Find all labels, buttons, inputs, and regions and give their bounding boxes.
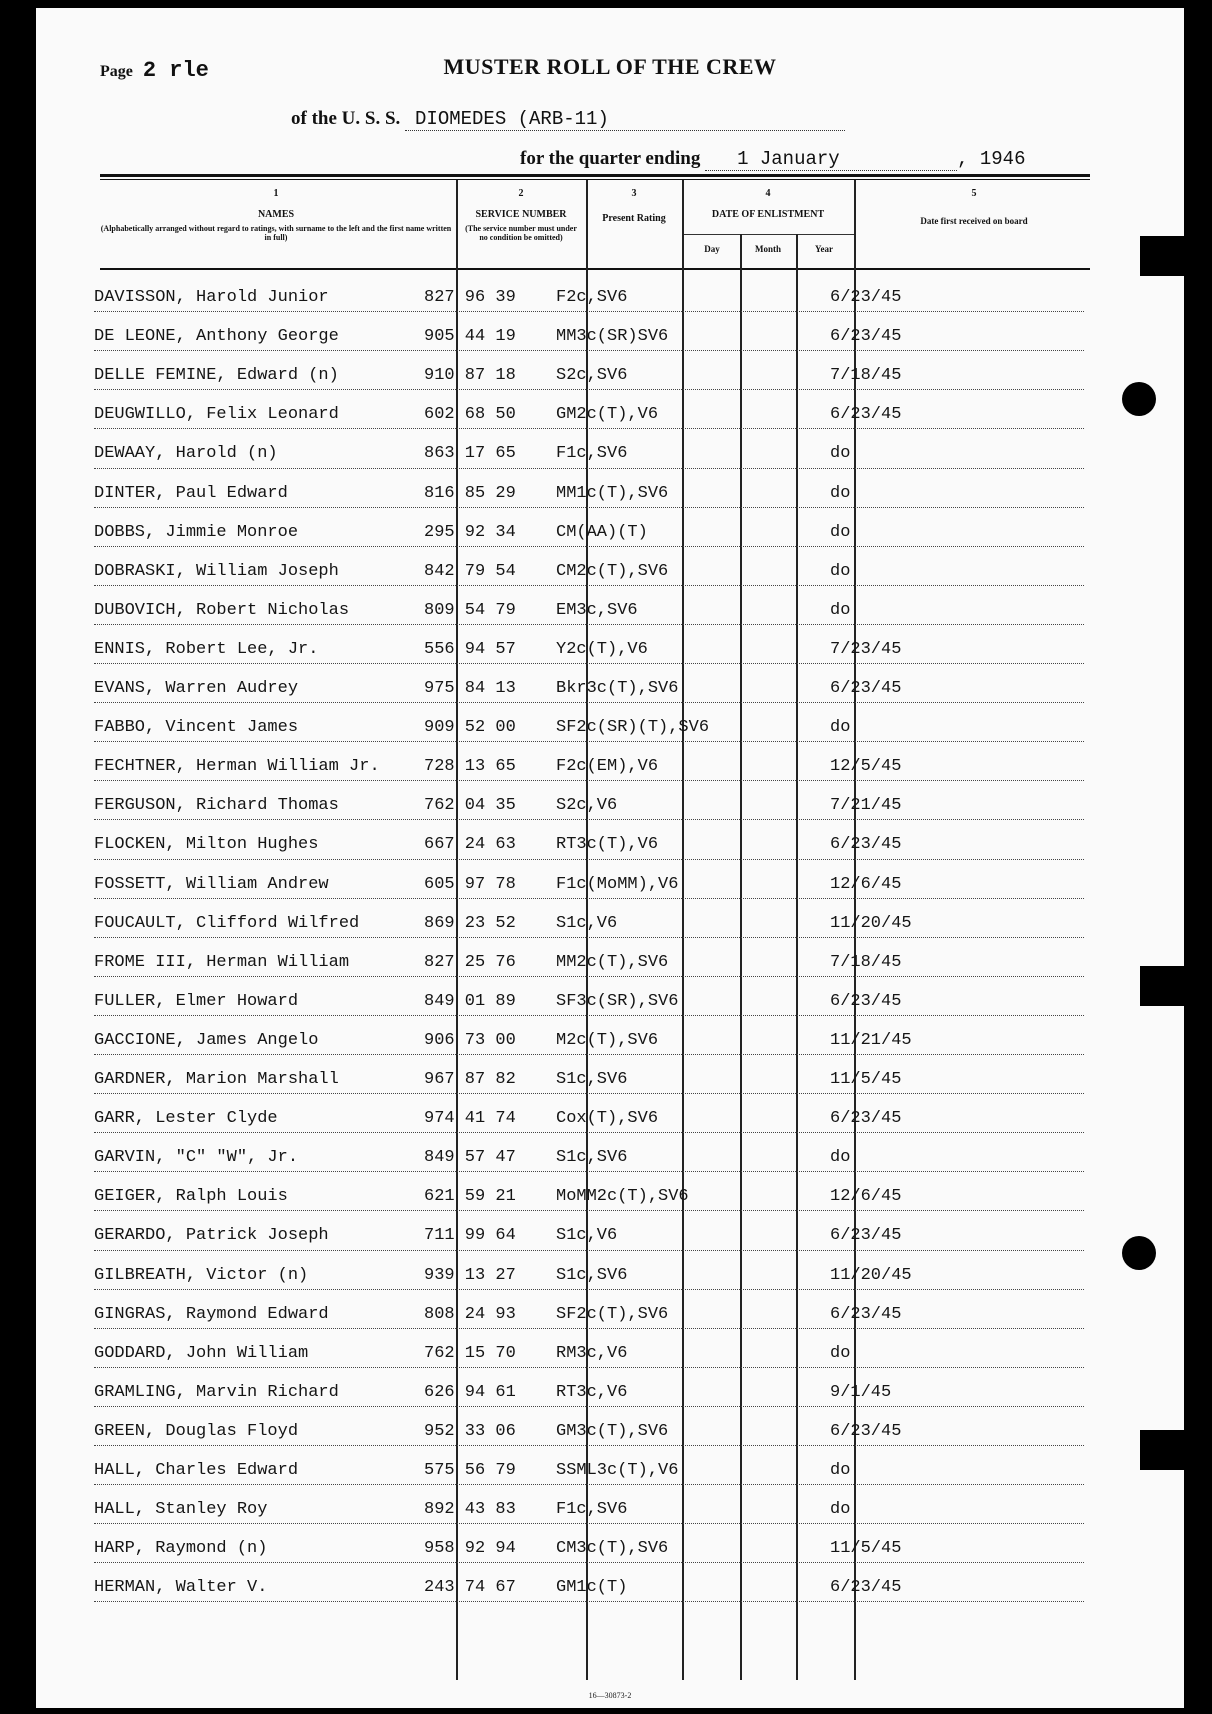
present-rating: RT3c(T),V6 [556, 835, 659, 855]
service-number: 905 44 19 [424, 327, 516, 347]
table-row [36, 784, 1184, 823]
present-rating: MM1c(T),SV6 [556, 483, 669, 503]
table-row [36, 1566, 1184, 1605]
table-row [36, 941, 1184, 980]
crew-name: DAVISSON, Harold Junior [94, 288, 329, 307]
table-row [36, 980, 1184, 1019]
service-number: 869 23 52 [424, 913, 516, 933]
service-number: 958 92 94 [424, 1539, 516, 1559]
present-rating: Bkr3c(T),SV6 [556, 679, 679, 698]
date-received: 11/5/45 [830, 1070, 902, 1089]
service-number: 939 13 27 [424, 1265, 516, 1285]
received-column-header: 5 Date first received on board [920, 188, 1028, 226]
crew-name: GODDARD, John William [94, 1343, 309, 1363]
crew-name: FERGUSON, Richard Thomas [94, 796, 339, 816]
row-rule [94, 311, 1084, 312]
present-rating: CM3c(T),SV6 [556, 1539, 669, 1559]
date-received: do [830, 1461, 851, 1480]
crew-name: HALL, Stanley Roy [94, 1500, 268, 1520]
crew-name: FROME III, Herman William [94, 952, 350, 972]
table-row [36, 1254, 1184, 1293]
present-rating: Y2c(T),V6 [556, 639, 648, 659]
crew-name: FOSSETT, William Andrew [94, 874, 329, 894]
quarter-date: 1 January [705, 148, 957, 171]
date-received: 6/23/45 [830, 1421, 902, 1441]
present-rating: S1c,V6 [556, 1226, 618, 1246]
date-received: 12/6/45 [830, 874, 902, 894]
present-rating: F1c,SV6 [556, 1500, 628, 1520]
service-number: 827 96 39 [424, 288, 516, 307]
row-rule [94, 741, 1084, 742]
table-row [36, 472, 1184, 511]
table-row [36, 315, 1184, 354]
row-rule [94, 1484, 1084, 1485]
date-received: do [830, 444, 851, 464]
date-received: 12/5/45 [830, 757, 902, 777]
row-rule [94, 1132, 1084, 1133]
present-rating: GM3c(T),SV6 [556, 1421, 669, 1441]
header-rule-bottom [100, 268, 1090, 270]
present-rating: S2c,SV6 [556, 366, 628, 386]
crew-name: GREEN, Douglas Floyd [94, 1421, 299, 1441]
table-row [36, 432, 1184, 471]
table-row [36, 1449, 1184, 1488]
row-rule [94, 507, 1084, 508]
date-received: 6/23/45 [830, 835, 902, 855]
crew-name: GARVIN, "C" "W", Jr. [94, 1148, 299, 1168]
page-label: Page [100, 63, 133, 80]
table-row [36, 1527, 1184, 1566]
service-number: 827 25 76 [424, 952, 516, 972]
row-rule [94, 702, 1084, 703]
date-received: 12/6/45 [830, 1187, 902, 1207]
row-rule [94, 976, 1084, 977]
row-rule [94, 663, 1084, 664]
table-row [36, 1332, 1184, 1371]
service-number: 728 13 65 [424, 757, 516, 777]
present-rating: SF2c(T),SV6 [556, 1304, 669, 1324]
crew-name: GILBREATH, Victor (n) [94, 1265, 309, 1285]
quarter-line [520, 148, 1026, 171]
date-received: 11/5/45 [830, 1539, 902, 1559]
row-rule [94, 1015, 1084, 1016]
row-rule [94, 1445, 1084, 1446]
row-rule [94, 859, 1084, 860]
row-rule [94, 624, 1084, 625]
table-row [36, 1293, 1184, 1332]
present-rating: MoMM2c(T),SV6 [556, 1187, 689, 1207]
service-number: 667 24 63 [424, 835, 516, 855]
table-row [36, 823, 1184, 862]
row-rule [94, 350, 1084, 351]
table-row [36, 1214, 1184, 1253]
crew-name: FOUCAULT, Clifford Wilfred [94, 913, 360, 933]
service-number: 762 04 35 [424, 796, 516, 816]
date-received: do [830, 718, 851, 738]
date-received: 7/21/45 [830, 796, 902, 816]
ship-line [291, 108, 845, 131]
date-received: 7/18/45 [830, 952, 902, 972]
service-number: 849 01 89 [424, 991, 516, 1011]
service-number: 910 87 18 [424, 366, 516, 386]
service-number: 906 73 00 [424, 1030, 516, 1050]
date-received: 6/23/45 [830, 288, 902, 307]
enlistment-day-header: Day [704, 244, 720, 254]
crew-name: HERMAN, Walter V. [94, 1578, 268, 1598]
table-row [36, 706, 1184, 745]
date-received: 6/23/45 [830, 1304, 902, 1324]
present-rating: SSML3c(T),V6 [556, 1461, 679, 1480]
names-column-header: 1 NAMES (Alphabetically arranged without regard to ratings, with surname to the left and the first name written in full) [100, 188, 452, 242]
present-rating: S1c,SV6 [556, 1070, 628, 1089]
service-number: 909 52 00 [424, 718, 516, 738]
date-received: 6/23/45 [830, 1578, 902, 1598]
form-number: 16—30873-2 [588, 1691, 632, 1700]
row-rule [94, 1250, 1084, 1251]
date-received: do [830, 561, 851, 581]
row-rule [94, 468, 1084, 469]
service-number: 602 68 50 [424, 405, 516, 425]
date-received: 11/20/45 [830, 913, 912, 933]
crew-name: DE LEONE, Anthony George [94, 327, 339, 347]
row-rule [94, 389, 1084, 390]
service-number: 816 85 29 [424, 483, 516, 503]
crew-name: FULLER, Elmer Howard [94, 991, 299, 1011]
row-rule [94, 1210, 1084, 1211]
crew-name: GRAMLING, Marvin Richard [94, 1382, 339, 1402]
ship-label: of the U. S. S. [291, 108, 401, 129]
crew-name: GARDNER, Marion Marshall [94, 1070, 339, 1089]
table-row [36, 393, 1184, 432]
crew-name: GERARDO, Patrick Joseph [94, 1226, 329, 1246]
date-received: 7/18/45 [830, 366, 902, 386]
date-received: do [830, 600, 851, 620]
rating-column-header: 3 Present Rating [602, 188, 666, 224]
row-rule [94, 819, 1084, 820]
table-row [36, 1058, 1184, 1097]
date-received: do [830, 1148, 851, 1168]
row-rule [94, 1289, 1084, 1290]
crew-name: GARR, Lester Clyde [94, 1109, 278, 1129]
crew-name: GEIGER, Ralph Louis [94, 1187, 288, 1207]
row-rule [94, 1406, 1084, 1407]
crew-name: DEWAAY, Harold (n) [94, 444, 278, 464]
crew-name: DUBOVICH, Robert Nicholas [94, 600, 350, 620]
present-rating: F1c(MoMM),V6 [556, 874, 679, 894]
present-rating: S1c,SV6 [556, 1148, 628, 1168]
table-row [36, 511, 1184, 550]
present-rating: CM(AA)(T) [556, 522, 648, 542]
crew-name: DOBRASKI, William Joseph [94, 561, 339, 581]
table-row [36, 276, 1184, 315]
date-received: 9/1/45 [830, 1382, 892, 1402]
row-rule [94, 937, 1084, 938]
service-number: 621 59 21 [424, 1187, 516, 1207]
service-number: 626 94 61 [424, 1382, 516, 1402]
present-rating: CM2c(T),SV6 [556, 561, 669, 581]
date-received: do [830, 483, 851, 503]
present-rating: MM3c(SR)SV6 [556, 327, 669, 347]
date-received: 6/23/45 [830, 327, 902, 347]
quarter-label: for the quarter ending [520, 148, 701, 169]
crew-name: EVANS, Warren Audrey [94, 679, 299, 698]
date-received: do [830, 1343, 851, 1363]
date-received: 11/20/45 [830, 1265, 912, 1285]
row-rule [94, 1562, 1084, 1563]
present-rating: S1c,V6 [556, 913, 618, 933]
crew-name: ENNIS, Robert Lee, Jr. [94, 639, 319, 659]
table-row [36, 354, 1184, 393]
crew-name: HARP, Raymond (n) [94, 1539, 268, 1559]
present-rating: S1c,SV6 [556, 1265, 628, 1285]
present-rating: RM3c,V6 [556, 1343, 628, 1363]
date-received: 6/23/45 [830, 1109, 902, 1129]
date-received: 6/23/45 [830, 405, 902, 425]
present-rating: RT3c,V6 [556, 1382, 628, 1402]
row-rule [94, 1171, 1084, 1172]
service-number: 967 87 82 [424, 1070, 516, 1089]
service-number: 575 56 79 [424, 1461, 516, 1480]
crew-name: DOBBS, Jimmie Monroe [94, 522, 299, 542]
table-row [36, 1371, 1184, 1410]
table-row [36, 628, 1184, 667]
binder-tab [1140, 236, 1212, 276]
header-rule-thin [100, 179, 1090, 180]
date-received: do [830, 1500, 851, 1520]
punch-hole [1122, 1236, 1156, 1270]
punch-hole [1122, 382, 1156, 416]
date-received: 6/23/45 [830, 1226, 902, 1246]
row-rule [94, 1054, 1084, 1055]
binder-tab [1140, 966, 1212, 1006]
crew-name: FECHTNER, Herman William Jr. [94, 757, 380, 777]
service-number-column-header: 2 SERVICE NUMBER (The service number must under no condition be omitted) [465, 188, 577, 242]
present-rating: GM2c(T),V6 [556, 405, 659, 425]
binder-tab [1140, 1430, 1212, 1470]
service-number: 863 17 65 [424, 444, 516, 464]
crew-name: FLOCKEN, Milton Hughes [94, 835, 319, 855]
service-number: 892 43 83 [424, 1500, 516, 1520]
row-rule [94, 546, 1084, 547]
service-number: 295 92 34 [424, 522, 516, 542]
row-rule [94, 428, 1084, 429]
row-rule [94, 1523, 1084, 1524]
quarter-year: , 1946 [957, 148, 1026, 170]
muster-roll-page [36, 8, 1184, 1708]
service-number: 808 24 93 [424, 1304, 516, 1324]
present-rating: SF2c(SR)(T),SV6 [556, 718, 710, 738]
crew-name: GINGRAS, Raymond Edward [94, 1304, 329, 1324]
service-number: 762 15 70 [424, 1343, 516, 1363]
present-rating: GM1c(T) [556, 1578, 628, 1598]
date-received: do [830, 522, 851, 542]
service-number: 243 74 67 [424, 1578, 516, 1598]
present-rating: F2c(EM),V6 [556, 757, 659, 777]
date-received: 7/23/45 [830, 639, 902, 659]
row-rule [94, 898, 1084, 899]
service-number: 842 79 54 [424, 561, 516, 581]
row-rule [94, 780, 1084, 781]
enlistment-month-header: Month [754, 244, 781, 254]
present-rating: SF3c(SR),SV6 [556, 991, 679, 1011]
table-row [36, 550, 1184, 589]
row-rule [94, 1093, 1084, 1094]
service-number: 974 41 74 [424, 1109, 516, 1129]
date-received: 11/21/45 [830, 1030, 912, 1050]
crew-name: GACCIONE, James Angelo [94, 1030, 319, 1050]
service-number: 975 84 13 [424, 679, 516, 698]
table-row [36, 667, 1184, 706]
service-number: 809 54 79 [424, 600, 516, 620]
page-number-value: 2 rle [142, 58, 209, 83]
present-rating: S2c,V6 [556, 796, 618, 816]
crew-name: HALL, Charles Edward [94, 1461, 299, 1480]
date-received: 6/23/45 [830, 679, 902, 698]
enlistment-year-header: Year [815, 244, 833, 254]
date-received: 6/23/45 [830, 991, 902, 1011]
row-rule [94, 1601, 1084, 1602]
table-row [36, 902, 1184, 941]
crew-name: DINTER, Paul Edward [94, 483, 288, 503]
service-number: 952 33 06 [424, 1421, 516, 1441]
ship-name: DIOMEDES (ARB-11) [405, 108, 845, 131]
service-number: 711 99 64 [424, 1226, 516, 1246]
table-row [36, 589, 1184, 628]
row-rule [94, 1328, 1084, 1329]
present-rating: Cox(T),SV6 [556, 1109, 659, 1129]
table-row [36, 1488, 1184, 1527]
table-row [36, 1175, 1184, 1214]
table-row [36, 1019, 1184, 1058]
crew-name: FABBO, Vincent James [94, 718, 299, 738]
table-row [36, 1136, 1184, 1175]
row-rule [94, 1367, 1084, 1368]
crew-name: DELLE FEMINE, Edward (n) [94, 366, 339, 386]
table-row [36, 745, 1184, 784]
header-rule-top [100, 174, 1090, 177]
table-row [36, 1410, 1184, 1449]
present-rating: EM3c,SV6 [556, 600, 638, 620]
row-rule [94, 585, 1084, 586]
present-rating: M2c(T),SV6 [556, 1030, 659, 1050]
table-row [36, 863, 1184, 902]
present-rating: F2c,SV6 [556, 288, 628, 307]
service-number: 849 57 47 [424, 1148, 516, 1168]
enlistment-column-header: 4 DATE OF ENLISTMENT [711, 188, 825, 220]
present-rating: F1c,SV6 [556, 444, 628, 464]
enlistment-subheader-rule [684, 234, 854, 235]
document-title: MUSTER ROLL OF THE CREW [443, 54, 777, 79]
present-rating: MM2c(T),SV6 [556, 952, 669, 972]
service-number: 556 94 57 [424, 639, 516, 659]
service-number: 605 97 78 [424, 874, 516, 894]
crew-name: DEUGWILLO, Felix Leonard [94, 405, 339, 425]
table-row [36, 1097, 1184, 1136]
